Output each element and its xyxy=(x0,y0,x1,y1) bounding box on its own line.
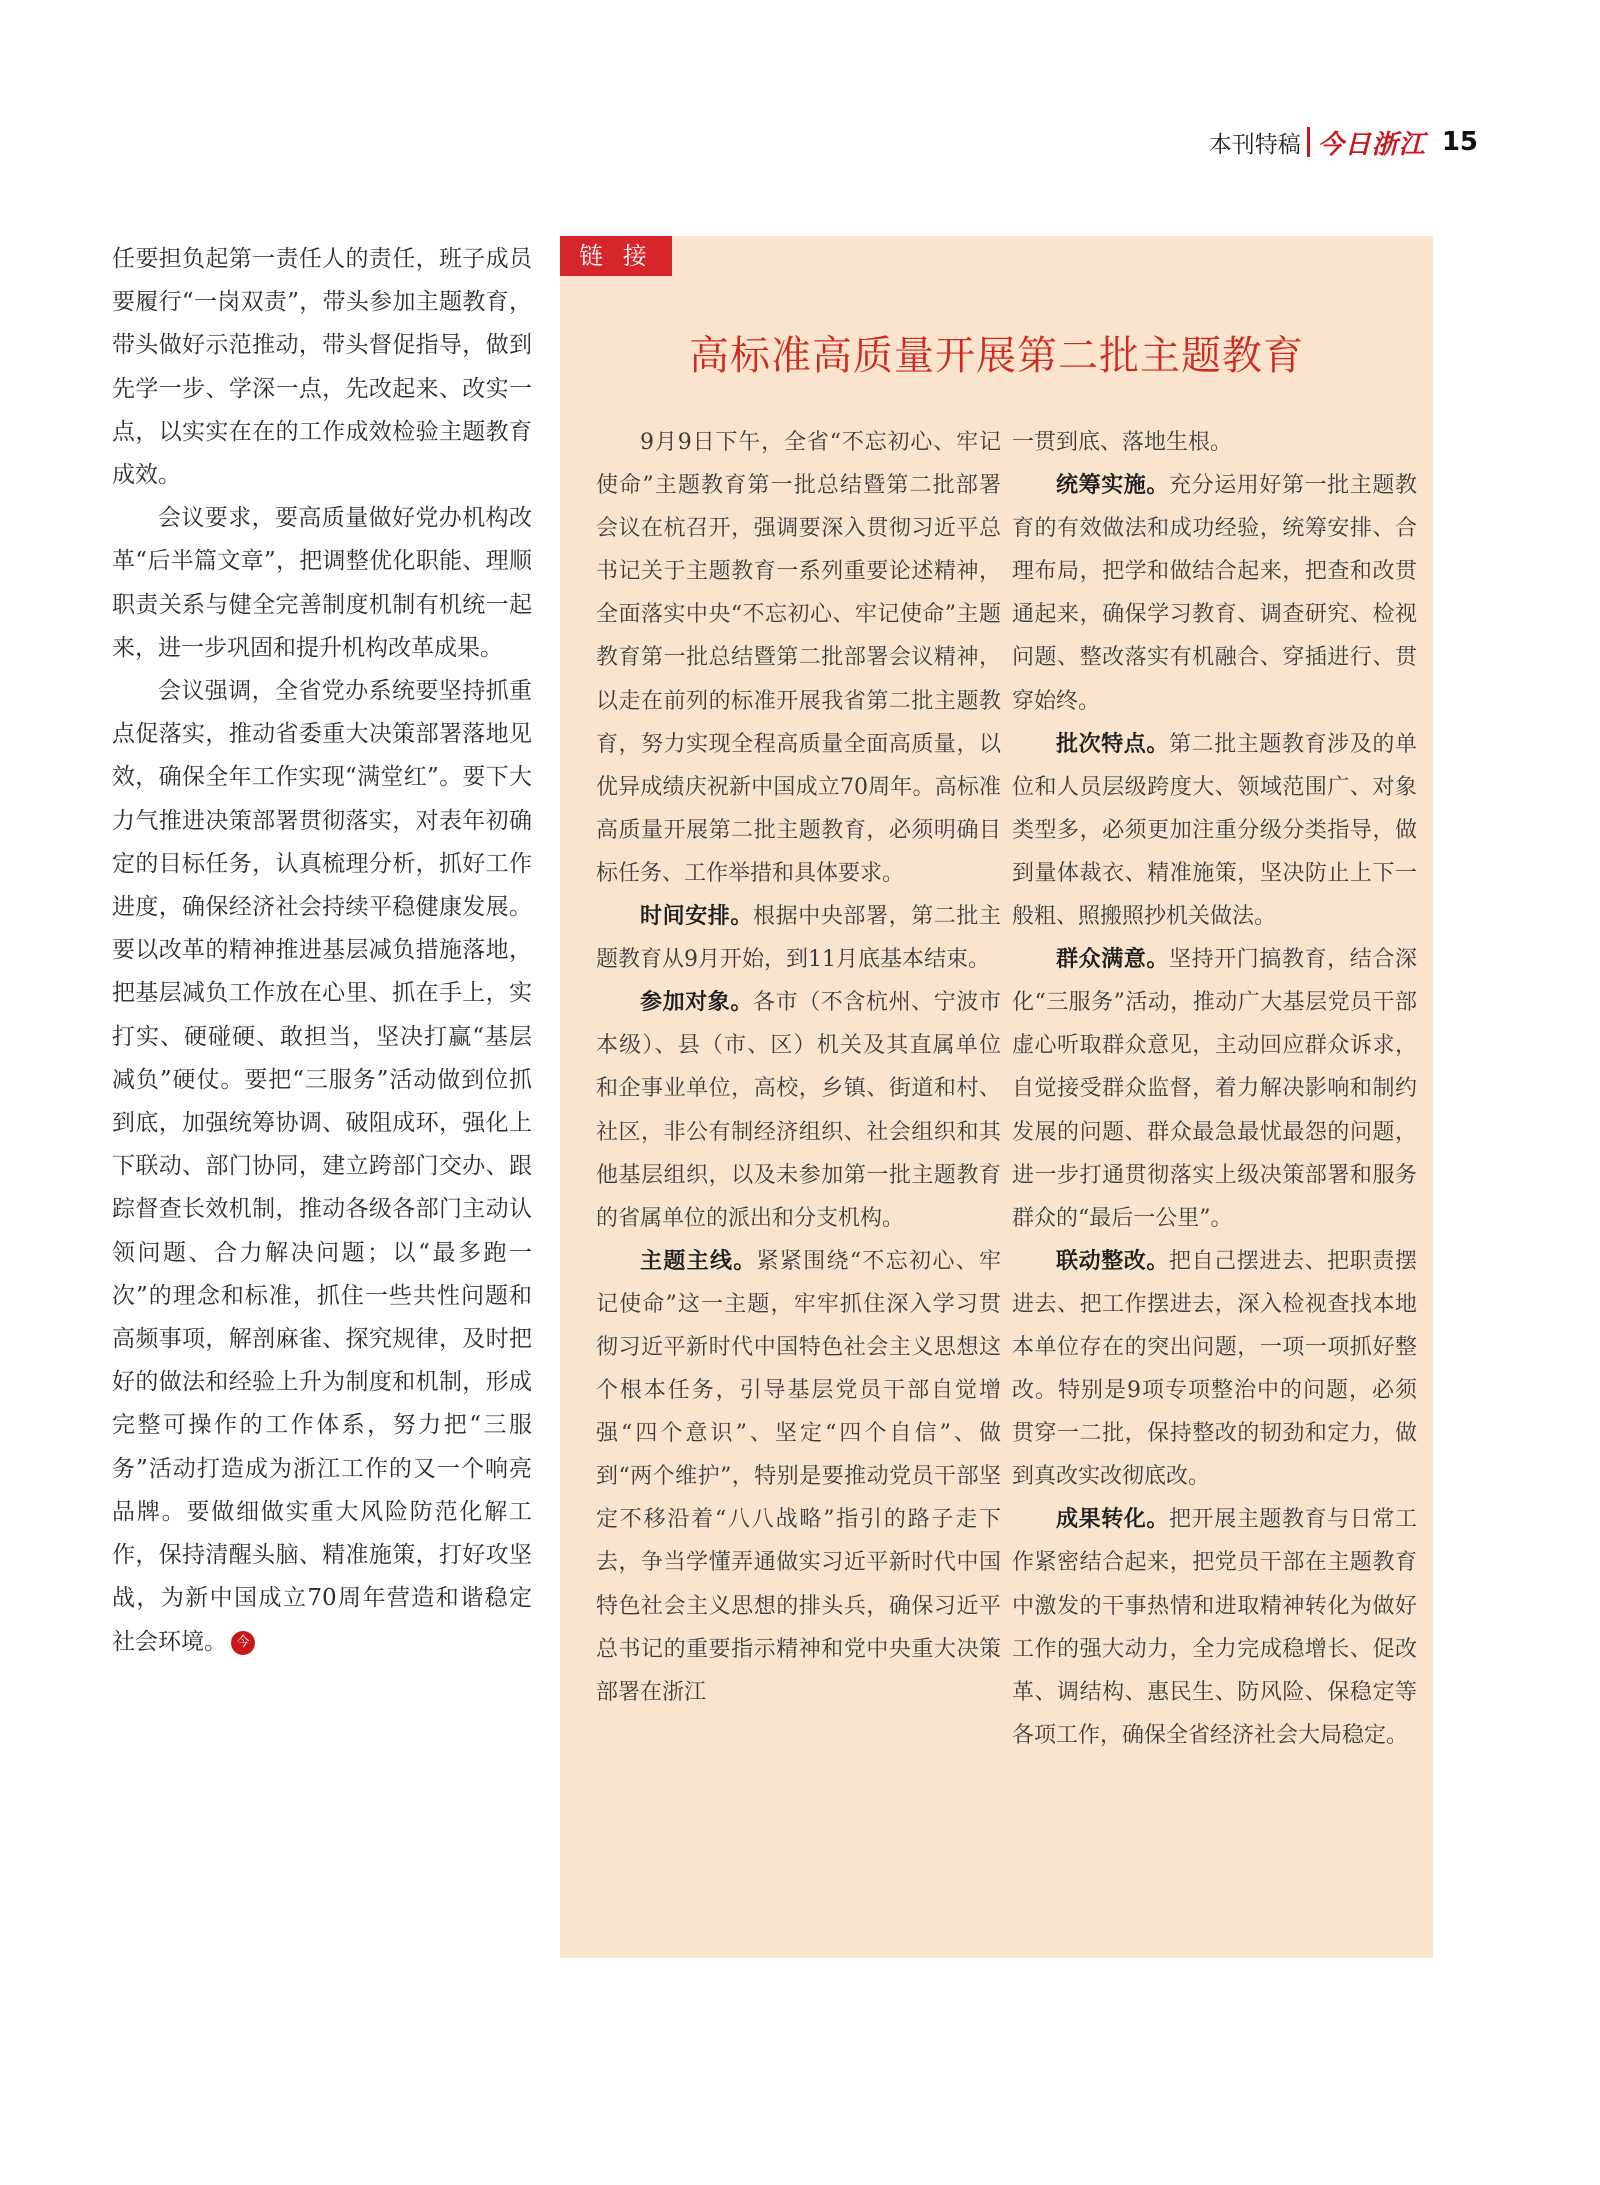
end-mark-icon: 今 xyxy=(231,1631,255,1655)
section-body: 坚持开门搞教育，结合深化“三服务”活动，推动广大基层党员干部虚心听取群众意见，主动回应群众诉求，自觉接受群众监督，着力解决影响和制约发展的问题、群众最急最忧最怨的问题，进一步打通贯彻落实上级决策部署和服务群众的“最后一公里”。 xyxy=(1012,947,1417,1231)
link-sidebar-box xyxy=(560,236,1433,1958)
link-section-batch xyxy=(1012,723,1417,938)
link-section-masses xyxy=(1012,938,1417,1240)
page-number: 15 xyxy=(1441,127,1478,157)
article-column xyxy=(112,238,532,1664)
section-heading: 参加对象。 xyxy=(640,990,753,1016)
section-heading: 时间安排。 xyxy=(640,904,753,930)
section-heading: 联动整改。 xyxy=(1056,1248,1169,1274)
link-column-left xyxy=(596,421,1001,1714)
header-divider xyxy=(1307,127,1310,157)
section-body: 把自己摆进去、把职责摆进去、把工作摆进去，深入检视查找本地本单位存在的突出问题，一项一项抓好整改。特别是9项专项整治中的问题，必须贯穿一二批，保持整改的韧劲和定力，做到真改实改彻底改。 xyxy=(1012,1248,1417,1490)
link-title: 高标准高质量开展第二批主题教育 xyxy=(689,333,1304,379)
article-paragraph: 会议要求，要高质量做好党办机构改革“后半篇文章”，把调整优化职能、理顺职责关系与健全完善制度机制有机统一起来，进一步巩固和提升机构改革成果。 xyxy=(112,505,532,661)
section-heading: 成果转化。 xyxy=(1056,1507,1169,1533)
link-section-time xyxy=(596,895,1001,981)
section-heading: 统筹实施。 xyxy=(1056,473,1169,499)
link-section-participants xyxy=(596,981,1001,1240)
magazine-logo: 今日浙江 xyxy=(1317,129,1426,160)
article-paragraph xyxy=(112,670,532,1664)
link-intro: 9月9日下午，全省“不忘初心、牢记使命”主题教育第一批总结暨第二批部署会议在杭召开，强调要深入贯彻习近平总书记关于主题教育一系列重要论述精神，全面落实中央“不忘初心、牢记使命”主题教育第一批总结暨第二批部署会议精神，以走在前列的标准开展我省第二批主题教育，努力实现全程高质量全面高质量，以优异成绩庆祝新中国成立70周年。高标准高质量开展第二批主题教育，必须明确目标任务、工作举措和具体要求。 xyxy=(596,430,1001,886)
section-body: 各市（不含杭州、宁波市本级）、县（市、区）机关及其直属单位和企事业单位，高校，乡镇、街道和村、社区，非公有制经济组织、社会组织和其他基层组织，以及未参加第一批主题教育的省属单位的派出和分支机构。 xyxy=(596,990,1001,1231)
link-section-overall xyxy=(1012,464,1417,723)
section-body: 充分运用好第一批主题教育的有效做法和成功经验，统筹安排、合理布局，把学和做结合起来，把查和改贯通起来，确保学习教育、调查研究、检视问题、整改落实有机融合、穿插进行、贯穿始终。 xyxy=(1012,473,1417,714)
section-body: 紧紧围绕“不忘初心、牢记使命”这一主题，牢牢抓住深入学习贯彻习近平新时代中国特色社会主义思想这个根本任务，引导基层党员干部自觉增强“四个意识”、坚定“四个自信”、做到“两个维护”，特别是要推动党员干部坚定不移沿着“八八战略”指引的路子走下去，争当学懂弄通做实习近平新时代中国特色社会主义思想的排头兵，确保习近平总书记的重要指示精神和党中央重大决策部署在浙江 xyxy=(596,1248,1001,1705)
section-body: 根据中央部署，第二批主题教育从9月开始，到11月底基本结束。 xyxy=(596,904,1001,973)
link-section-results xyxy=(1012,1498,1417,1757)
section-heading: 群众满意。 xyxy=(1056,947,1169,973)
page-header xyxy=(1209,122,1478,162)
article-paragraph-text: 会议强调，全省党办系统要坚持抓重点促落实，推动省委重大决策部署落地见效，确保全年工作实现“满堂红”。要下大力气推进决策部署贯彻落实，对表年初确定的目标任务，认真梳理分析，抓好工作进度，确保经济社会持续平稳健康发展。要以改革的精神推进基层减负措施落地，把基层减负工作放在心里、抓在手上，实打实、硬碰硬、敢担当，坚决打赢“基层减负”硬仗。要把“三服务”活动做到位抓到底，加强统筹协调、破阻成环，强化上下联动、部门协同，建立跨部门交办、跟踪督查长效机制，推动各级各部门主动认领问题、合力解决问题；以“最多跑一次”的理念和标准，抓住一些共性问题和高频事项，解剖麻雀、探究规律，及时把好的做法和经验上升为制度和机制，形成完整可操作的工作体系，努力把“三服务”活动打造成为浙江工作的又一个响亮品牌。要做细做实重大风险防范化解工作，保持清醒头脑、精准施策，打好攻坚战，为新中国成立70周年营造和谐稳定社会环境。 xyxy=(112,678,532,1655)
link-column-right xyxy=(1012,421,1417,1757)
link-section-theme xyxy=(596,1240,1001,1714)
article-paragraph: 任要担负起第一责任人的责任，班子成员要履行“一岗双责”，带头参加主题教育，带头做好示范推动，带头督促指导，做到先学一步、学深一点，先改起来、改实一点，以实实在在的工作成效检验主题教育成效。 xyxy=(112,246,532,489)
section-heading: 批次特点。 xyxy=(1056,731,1169,757)
link-continuation: 一贯到底、落地生根。 xyxy=(1012,430,1233,455)
link-section-rectify xyxy=(1012,1240,1417,1499)
section-body: 把开展主题教育与日常工作紧密结合起来，把党员干部在主题教育中激发的干事热情和进取精神转化为做好工作的强大动力，全力完成稳增长、促改革、调结构、惠民生、防风险、保稳定等各项工作，确保全省经济社会大局稳定。 xyxy=(1012,1507,1417,1748)
section-body: 第二批主题教育涉及的单位和人员层级跨度大、领域范围广、对象类型多，必须更加注重分级分类指导，做到量体裁衣、精准施策，坚决防止上下一般粗、照搬照抄机关做法。 xyxy=(1012,731,1417,930)
section-label: 本刊特稿 xyxy=(1208,131,1301,158)
link-tag: 链 接 xyxy=(560,236,672,276)
section-heading: 主题主线。 xyxy=(640,1248,757,1274)
